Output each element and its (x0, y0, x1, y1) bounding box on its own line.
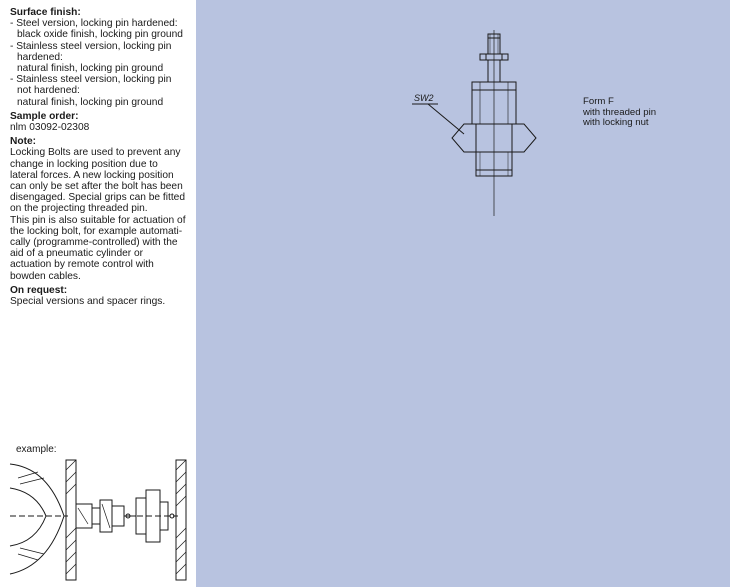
note-line: the locking bolt, for example automati- (10, 225, 183, 237)
note-line: This pin is also suitable for actuation of (10, 214, 186, 226)
form-f-label (583, 97, 656, 129)
form-label-line: with locking nut (583, 117, 649, 129)
description-text (10, 4, 194, 307)
note-line: lateral forces. A new locking position (10, 169, 174, 181)
sw2-callout: SW2 (414, 93, 434, 103)
surface-finish-line: black oxide finish, locking pin ground (17, 29, 183, 41)
on-request-heading: On request: (10, 284, 68, 296)
form-label-line: Form F (583, 96, 614, 107)
example-illustration (8, 458, 188, 582)
surface-finish-line: natural finish, locking pin ground (17, 96, 164, 108)
sample-order-value: nlm 03092-02308 (10, 122, 90, 134)
surface-finish-line: not hardened: (17, 85, 80, 97)
note-line: aid of a pneumatic cylinder or (10, 248, 144, 260)
surface-finish-line: - Stainless steel version, locking pin (10, 40, 172, 52)
surface-finish-line: hardened: (17, 51, 63, 63)
note-line: can only be set after the bolt has been (10, 181, 183, 193)
note-line: cally (programme-controlled) with the (10, 237, 178, 249)
surface-finish-heading: Surface finish: (10, 7, 81, 18)
left-text-column (0, 0, 196, 587)
surface-finish-line: - Stainless steel version, locking pin (10, 74, 172, 86)
surface-finish-line: natural finish, locking pin ground (17, 63, 164, 75)
note-line: bowden cables. (10, 270, 81, 282)
surface-finish-line: - Steel version, locking pin hardened: (10, 18, 178, 30)
sample-order-heading: Sample order: (10, 110, 79, 122)
on-request-value: Special versions and spacer rings. (10, 296, 166, 308)
note-line: disengaged. Special grips can be fitted (10, 192, 186, 204)
note-line: actuation by remote control with (10, 259, 154, 271)
note-line: change in locking position due to (10, 158, 158, 170)
note-line: on the projecting threaded pin. (10, 203, 148, 215)
locking-bolt-drawing (258, 30, 548, 220)
note-heading: Note: (10, 136, 37, 148)
example-label: example: (16, 444, 57, 455)
form-label-line: with threaded pin (583, 106, 657, 118)
note-line: Locking Bolts are used to prevent any (10, 147, 181, 159)
